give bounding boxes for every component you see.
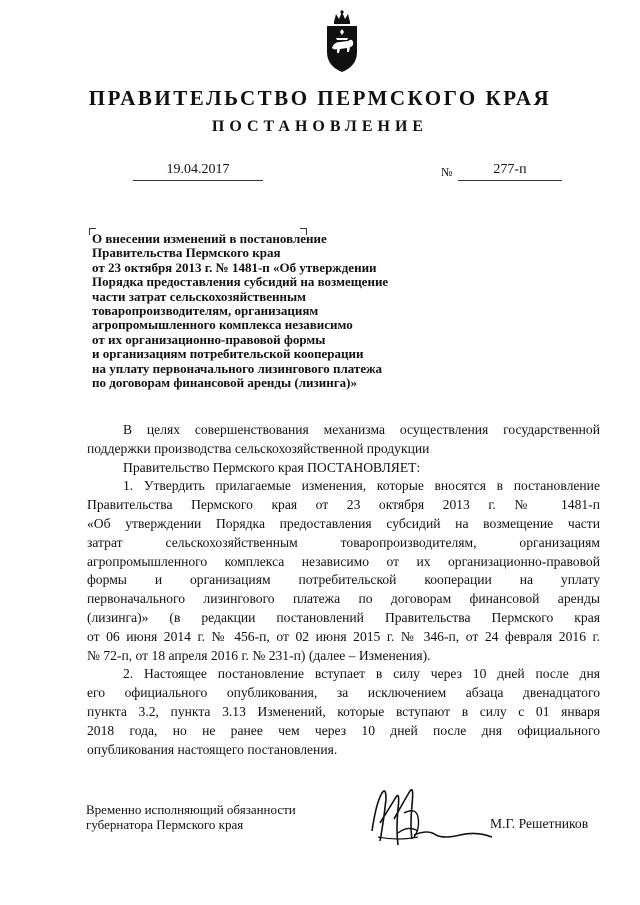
- handwritten-signature: [368, 783, 494, 855]
- body-line: поддержки производства сельскохозяйственной продукции: [87, 440, 430, 456]
- body-line: затрат сельскохозяйственным товаропроизводителям, организациям: [87, 534, 600, 550]
- body-line: «Об утверждении Порядка предоставления субсидий на возмещение части: [87, 515, 600, 531]
- coat-of-arms-emblem: [322, 8, 362, 74]
- document-subject: [92, 232, 472, 390]
- body-line: 1. Утвердить прилагаемые изменения, которые вносятся в постановление: [123, 478, 600, 494]
- subject-line: от их организационно-правовой формы: [92, 331, 326, 347]
- organization-title: ПРАВИТЕЛЬСТВО ПЕРМСКОГО КРАЯ: [88, 86, 552, 110]
- body-line: пункта 3.2, пункта 3.13 Изменений, которые вступают в силу с 01 января: [87, 703, 600, 719]
- subject-line: и организациям потребительской кооперации: [92, 346, 364, 362]
- body-line: его официального опубликования, за исключением абзаца двенадцатого: [87, 685, 600, 701]
- signer-position-line: Временно исполняющий обязанности: [86, 802, 296, 817]
- document-number: 277-п: [493, 162, 527, 177]
- body-line: агропромышленного комплекса независимо от их организационно-правовой: [87, 553, 600, 569]
- signer-position-line: губернатора Пермского края: [86, 817, 244, 832]
- document-body: [87, 421, 600, 759]
- body-line: (лизинга)» (в редакции постановлений Правительства Пермского края: [87, 609, 600, 625]
- signer-name: М.Г. Решетников: [490, 816, 589, 831]
- subject-line: на уплату первоначального лизингового платежа: [92, 360, 383, 376]
- document-type-title: ПОСТАНОВЛЕНИЕ: [211, 118, 429, 135]
- date-underline: [133, 180, 263, 181]
- subject-line: агропромышленного комплекса независимо: [92, 317, 353, 333]
- body-line: № 72-п, от 18 апреля 2016 г. № 231-п) (далее – Изменения).: [87, 647, 431, 663]
- signer-position: [86, 802, 296, 832]
- subject-line: по договорам финансовой аренды (лизинга)»: [92, 375, 357, 391]
- subject-line: О внесении изменений в постановление: [92, 231, 327, 246]
- subject-line: товаропроизводителям, организациям: [92, 303, 319, 319]
- body-line: Правительства Пермского края от 23 октября 2013 г. № 1481-п: [87, 497, 600, 513]
- subject-line: Порядка предоставления субсидий на возмещение: [92, 274, 389, 290]
- subject-line: части затрат сельскохозяйственным: [92, 288, 307, 304]
- body-line: 2. Настоящее постановление вступает в силу через 10 дней после дня: [123, 666, 600, 682]
- subject-line: от 23 октября 2013 г. № 1481-п «Об утверждении: [92, 259, 377, 275]
- number-underline: [458, 180, 562, 181]
- body-line: Правительство Пермского края ПОСТАНОВЛЯЕТ:: [123, 459, 421, 475]
- body-line: 2018 года, но не ранее чем через 10 дней после дня официального: [87, 722, 600, 738]
- body-line: от 06 июня 2014 г. № 456-п, от 02 июня 2015 г. № 346-п, от 24 февраля 2016 г.: [87, 628, 600, 644]
- body-line: опубликования настоящего постановления.: [87, 741, 338, 757]
- body-line: первоначального лизингового платежа по договорам финансовой аренды: [87, 591, 600, 607]
- subject-line: Правительства Пермского края: [92, 245, 281, 261]
- body-line: формы и организациям потребительской кооперации на уплату: [87, 572, 600, 588]
- body-line: В целях совершенствования механизма осуществления государственной: [123, 422, 600, 437]
- document-date: 19.04.2017: [166, 162, 230, 177]
- number-sign: №: [441, 165, 453, 179]
